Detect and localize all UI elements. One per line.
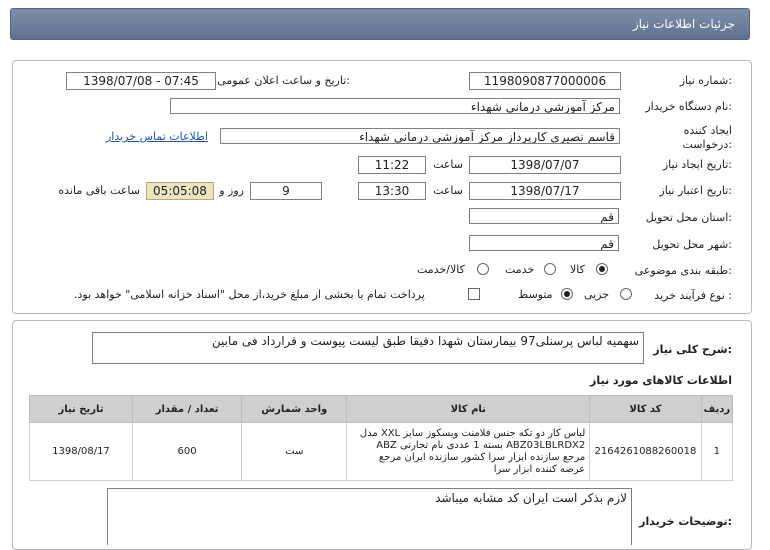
cell-code: 2164261088260018 bbox=[590, 423, 701, 481]
days-field: 9 bbox=[250, 182, 322, 200]
summary-label: شرح کلی نیاز: bbox=[653, 343, 732, 356]
process-minor-label: جزیی bbox=[584, 288, 610, 301]
treasury-payment-text: پرداخت تمام یا بخشی از مبلغ خرید،از محل "اسناد خزانه اسلامی" خواهد بود. bbox=[74, 288, 425, 301]
need-number-label: شماره نیاز: bbox=[679, 74, 732, 87]
items-table bbox=[29, 395, 733, 481]
valid-time-field: 13:30 bbox=[358, 182, 426, 200]
category-service-label: خدمت bbox=[505, 263, 535, 276]
province-label: استان محل تحویل: bbox=[645, 211, 732, 224]
buyer-notes-label: توضیحات خریدار: bbox=[639, 515, 732, 528]
valid-date-field: 1398/07/17 bbox=[469, 182, 621, 200]
category-goods-service-label: کالا/خدمت bbox=[417, 263, 465, 276]
col-code: کد کالا bbox=[590, 396, 701, 423]
category-radio-goods-service[interactable] bbox=[477, 263, 489, 275]
category-radio-goods[interactable] bbox=[596, 263, 608, 275]
cell-qty: 600 bbox=[132, 423, 241, 481]
col-name: نام کالا bbox=[347, 396, 590, 423]
page-title: جزئیات اطلاعات نیاز bbox=[632, 17, 735, 31]
buyer-label: نام دستگاه خریدار: bbox=[645, 100, 732, 113]
days-and-label: روز و bbox=[219, 184, 244, 197]
col-date: تاریخ نیاز bbox=[30, 396, 133, 423]
category-goods-label: کالا bbox=[570, 263, 585, 276]
province-field: قم bbox=[469, 208, 619, 224]
buyer-notes-field bbox=[107, 488, 632, 545]
create-time-field: 11:22 bbox=[358, 156, 426, 174]
cell-unit: ست bbox=[242, 423, 347, 481]
col-qty: تعداد / مقدار bbox=[132, 396, 241, 423]
announce-label: تاریخ و ساعت اعلان عمومی: bbox=[217, 74, 350, 87]
process-medium-label: متوسط bbox=[518, 288, 553, 301]
process-radio-minor[interactable] bbox=[620, 288, 632, 300]
creator-field: قاسم نصیری کارپرداز مرکز آموزشی درمانی شهداء bbox=[220, 128, 620, 144]
need-number-field: 1198090877000006 bbox=[469, 72, 621, 90]
category-label: طبقه بندی موضوعی: bbox=[634, 264, 732, 277]
summary-text: سهمیه لباس پرسنلی97 بیمارستان شهدا دقیقا طبق لیست پیوست و قرارداد فی مابین bbox=[211, 334, 639, 348]
buyer-contact-link[interactable]: اطلاعات تماس خریدار bbox=[106, 130, 208, 143]
valid-time-label: ساعت bbox=[433, 184, 463, 197]
create-date-label: تاریخ ایجاد نیاز: bbox=[662, 158, 732, 171]
page-header bbox=[10, 8, 750, 40]
creator-label-text: ایجاد کننده درخواست: bbox=[682, 124, 732, 151]
process-radio-medium[interactable] bbox=[561, 288, 573, 300]
cell-name: لباس کار دو تکه جنس فلامنت ویسکوز سایز XXL مدل ABZ03LBLRDX2 بسته 1 عددی نام تجارتی ABZ مرجع سازنده ابزار سرا کشور سازنده ایران مرجع عرضه کننده ابزار سرا bbox=[347, 423, 590, 481]
table-row[interactable] bbox=[30, 423, 733, 481]
items-section-title: اطلاعات کالاهای مورد نیاز bbox=[590, 374, 732, 387]
city-field: قم bbox=[469, 235, 619, 251]
process-label: نوع فرآیند خرید : bbox=[654, 289, 732, 302]
summary-field bbox=[92, 332, 644, 364]
announce-field: 1398/07/08 - 07:45 bbox=[66, 72, 216, 90]
remaining-time-badge: 05:05:08 bbox=[146, 182, 214, 200]
remaining-label: ساعت باقی مانده bbox=[58, 184, 140, 197]
col-row: ردیف bbox=[701, 396, 732, 423]
treasury-payment-checkbox[interactable] bbox=[468, 288, 480, 300]
city-label: شهر محل تحویل: bbox=[652, 238, 732, 251]
valid-date-label: تاریخ اعتبار نیاز: bbox=[659, 184, 732, 197]
items-table-header bbox=[30, 396, 733, 423]
create-time-label: ساعت bbox=[433, 158, 463, 171]
buyer-field: مرکز آموزشی درمانی شهداء bbox=[170, 98, 620, 114]
category-radio-service[interactable] bbox=[544, 263, 556, 275]
cell-row: 1 bbox=[701, 423, 732, 481]
buyer-notes-text: لازم بذکر است ایران کد مشابه میباشد bbox=[435, 491, 627, 505]
cell-date: 1398/08/17 bbox=[30, 423, 133, 481]
create-date-field: 1398/07/07 bbox=[469, 156, 621, 174]
creator-label bbox=[652, 124, 732, 152]
col-unit: واحد شمارش bbox=[242, 396, 347, 423]
